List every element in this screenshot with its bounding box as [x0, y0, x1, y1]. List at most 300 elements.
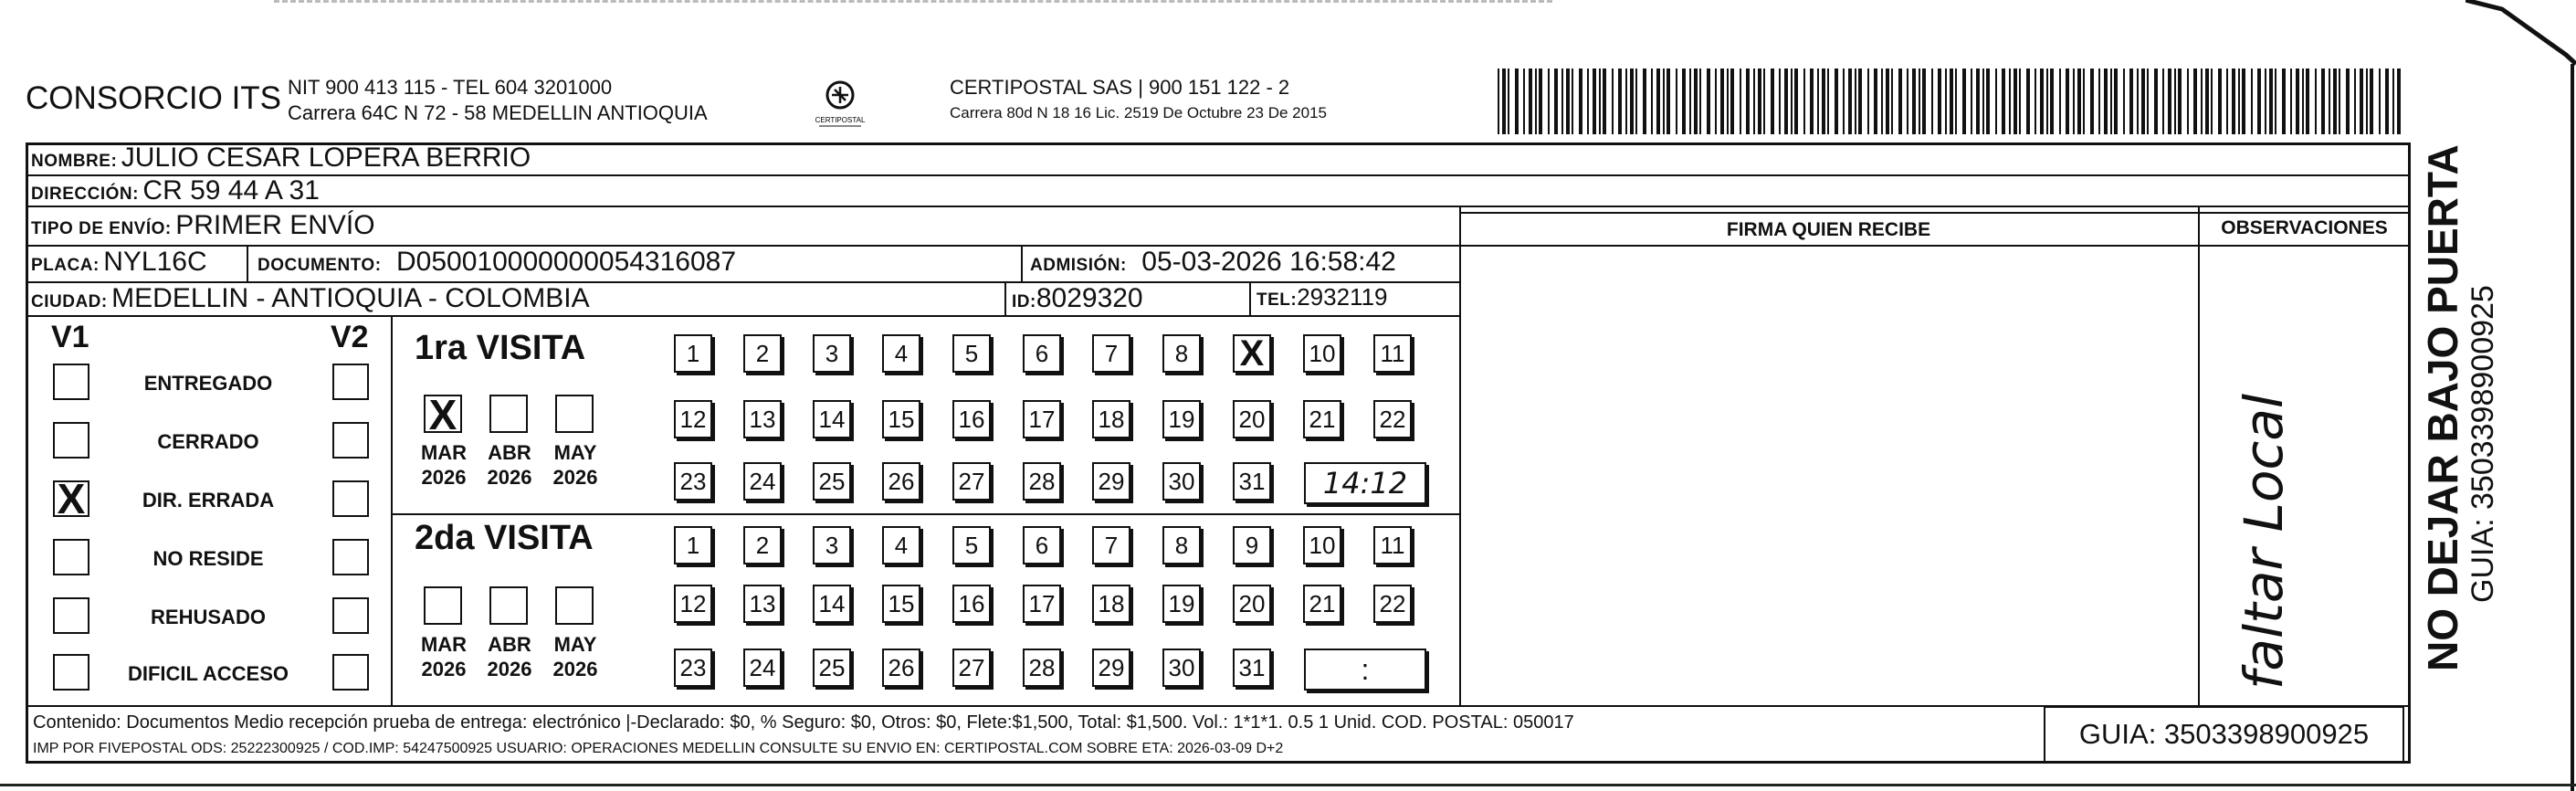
rule — [26, 206, 2411, 207]
check-mark: X — [57, 475, 86, 522]
no-dejar-warning: NO DEJAR BAJO PUERTA — [2419, 144, 2466, 671]
barcode-bar — [2329, 69, 2330, 134]
barcode-bar — [1730, 69, 1734, 134]
day-box[interactable]: 8 — [1162, 526, 1201, 564]
barcode-bar — [1689, 69, 1691, 134]
status-label: DIR. ERRADA — [142, 489, 275, 512]
day-box[interactable]: 27 — [952, 462, 991, 501]
barcode-bar — [1554, 69, 1558, 134]
barcode-bar — [1794, 69, 1798, 134]
guia-number-box: GUIA: 3503398900925 — [2044, 706, 2404, 763]
barcode-bar — [2201, 69, 2203, 134]
barcode-bar — [1995, 69, 1997, 134]
tipo-value: PRIMER ENVÍO — [175, 210, 375, 240]
day-box[interactable]: X — [1233, 334, 1271, 373]
id-field — [1012, 283, 1143, 314]
direccion-label: DIRECCIÓN: — [31, 185, 139, 204]
day-box[interactable]: 4 — [882, 334, 920, 373]
day-box[interactable]: 26 — [882, 462, 920, 501]
barcode-bar — [1912, 69, 1916, 134]
admision-label: ADMISIÓN: — [1030, 256, 1127, 275]
barcode-bar — [1986, 69, 1990, 134]
barcode-bar — [2193, 69, 2197, 134]
month-year: 2026 — [487, 658, 532, 680]
v2-checkbox[interactable] — [332, 539, 369, 575]
day-box[interactable]: 10 — [1303, 526, 1341, 564]
barcode-bar — [1971, 69, 1972, 134]
day-box[interactable]: 3 — [813, 526, 851, 564]
torn-top-edge — [274, 0, 1552, 8]
v1-checkbox[interactable] — [53, 475, 89, 522]
barcode-bar — [1587, 69, 1589, 134]
barcode-bar — [2397, 69, 2401, 134]
day-box[interactable]: 20 — [1233, 400, 1271, 438]
barcode-bar — [2110, 69, 2112, 134]
barcode-bar — [1566, 69, 1570, 134]
day-box[interactable]: 18 — [1092, 585, 1130, 623]
rule — [1459, 212, 2411, 214]
day-box[interactable]: 8 — [1162, 334, 1201, 373]
barcode-bar — [2392, 69, 2394, 134]
barcode-bar — [1950, 69, 1953, 134]
day-box[interactable]: 13 — [743, 400, 782, 438]
barcode-bar — [2168, 69, 2171, 134]
barcode-bar — [1561, 69, 1563, 134]
day-box[interactable]: 23 — [674, 649, 712, 687]
day-box[interactable]: 10 — [1303, 334, 1341, 373]
barcode-bar — [1727, 69, 1729, 134]
barcode-bar — [1848, 69, 1852, 134]
barcode-bar — [2129, 69, 2133, 134]
day-box[interactable]: 15 — [882, 400, 920, 438]
side-guia-number: GUIA: 3503398900925 — [2466, 285, 2500, 603]
v1-checkbox[interactable] — [53, 422, 89, 459]
barcode-bar — [2141, 69, 2145, 134]
v2-checkbox[interactable] — [332, 654, 369, 691]
barcode-bar — [2035, 69, 2036, 134]
barcode-bar — [1976, 69, 1980, 134]
day-box[interactable]: 12 — [674, 400, 712, 438]
barcode-bar — [1791, 69, 1793, 134]
barcode-bar — [1955, 69, 1957, 134]
carrier-license: Carrera 80d N 18 16 Lic. 2519 De Octubre 23 De 2015 — [950, 104, 1327, 121]
barcode-bar — [2046, 69, 2048, 134]
barcode-bar — [2269, 69, 2273, 134]
day-box[interactable]: 29 — [1092, 649, 1130, 687]
barcode-bar — [1635, 69, 1637, 134]
month-name: MAY — [553, 441, 597, 464]
day-box[interactable]: 6 — [1023, 334, 1061, 373]
day-box[interactable]: 4 — [882, 526, 920, 564]
day-box[interactable]: 27 — [952, 649, 991, 687]
certipostal-logo — [808, 73, 872, 137]
month-label — [416, 632, 471, 681]
day-box[interactable]: 25 — [813, 649, 851, 687]
v1-checkbox[interactable] — [53, 364, 89, 400]
content-line: Contenido: Documentos Medio recepción prueba de entrega: electrónico |-Declarado: $0, % Seguro: $0, Otros: $0, Flete:$1,500, Total: $1,500. Vol.: 1*1*1. 0.5 1 Unid. COD. POSTAL: 050017 — [33, 712, 1574, 733]
placa-field — [31, 247, 207, 278]
barcode-bar — [1881, 69, 1883, 134]
v2-checkbox[interactable] — [332, 422, 369, 459]
company-contact — [288, 75, 708, 126]
month-year: 2026 — [552, 658, 598, 680]
day-box[interactable]: 21 — [1303, 400, 1341, 438]
tipo-label: TIPO DE ENVÍO: — [31, 219, 172, 238]
rule — [391, 513, 1459, 515]
month-name: MAR — [420, 441, 468, 464]
ciudad-field — [31, 283, 590, 314]
month-checkbox-may[interactable] — [555, 586, 594, 625]
barcode-bar — [2275, 69, 2276, 134]
barcode-bar — [1618, 69, 1622, 134]
barcode-bar — [1515, 69, 1519, 134]
barcode-bar — [2050, 69, 2054, 134]
day-box[interactable]: 3 — [813, 334, 851, 373]
barcode-bar — [1763, 69, 1765, 134]
barcode-bar — [1699, 69, 1701, 134]
status-label: NO RESIDE — [152, 547, 264, 570]
barcode-bar — [1667, 69, 1670, 134]
month-label — [416, 440, 471, 490]
month-label — [548, 440, 603, 490]
barcode-bar — [1855, 69, 1856, 134]
barcode-bar — [2040, 69, 2044, 134]
barcode-bar — [1803, 69, 1805, 134]
barcode-bar — [1682, 69, 1686, 134]
barcode-bar — [1707, 69, 1710, 134]
barcode-bar — [2090, 69, 2094, 134]
barcode-bar — [1843, 69, 1845, 134]
check-mark: X — [428, 391, 457, 438]
barcode-bar — [1779, 69, 1781, 134]
second-visit-time-box[interactable]: : — [1304, 649, 1426, 691]
tel-value: 2932119 — [1297, 283, 1388, 311]
admision-field — [1030, 247, 1396, 278]
month-label — [482, 632, 537, 681]
day-box[interactable]: 2 — [743, 334, 782, 373]
barcode-bar — [1898, 69, 1902, 134]
day-box[interactable]: 5 — [952, 334, 991, 373]
barcode-bar — [1643, 69, 1646, 134]
v1-heading: V1 — [51, 320, 89, 354]
barcode-bar — [1945, 69, 1947, 134]
barcode-bar — [1817, 69, 1819, 134]
barcode-bar — [2385, 69, 2389, 134]
direccion-field — [31, 175, 320, 206]
barcode-bar — [1523, 69, 1525, 134]
barcode-bar — [2366, 69, 2368, 134]
day-box[interactable]: 14 — [813, 585, 851, 623]
day-box[interactable]: 19 — [1162, 585, 1201, 623]
day-box[interactable]: 26 — [882, 649, 920, 687]
tel-label: TEL: — [1256, 290, 1298, 310]
rule — [26, 315, 1459, 317]
admision-value: 05-03-2026 16:58:42 — [1141, 247, 1396, 277]
address-line: Carrera 64C N 72 - 58 MEDELLIN ANTIOQUIA — [288, 101, 708, 124]
barcode-bar — [1753, 69, 1755, 134]
barcode-bar — [2257, 69, 2261, 134]
barcode-bar — [1810, 69, 1814, 134]
barcode-bar — [1630, 69, 1634, 134]
month-checkbox-mar[interactable] — [424, 391, 462, 438]
status-label: CERRADO — [157, 430, 259, 453]
rule — [1021, 245, 1023, 281]
company-name: CONSORCIO ITS — [26, 80, 282, 116]
placa-value: NYL16C — [103, 247, 207, 277]
day-box[interactable]: 7 — [1092, 334, 1130, 373]
id-label: ID: — [1012, 292, 1036, 311]
day-box[interactable]: 25 — [813, 462, 851, 501]
nombre-label: NOMBRE: — [31, 152, 118, 171]
second-visit-title: 2da VISITA — [415, 519, 594, 557]
barcode-bar — [2238, 69, 2240, 134]
month-checkbox-abr[interactable] — [489, 586, 528, 625]
barcode-bar — [1720, 69, 1724, 134]
documento-value: D050010000000054316087 — [396, 247, 737, 277]
barcode-bar — [2360, 69, 2363, 134]
barcode-bar — [1962, 69, 1966, 134]
day-box[interactable]: 14 — [813, 400, 851, 438]
barcode-bar — [1822, 69, 1825, 134]
day-box[interactable]: 31 — [1233, 649, 1271, 687]
barcode-bar — [1599, 69, 1601, 134]
barcode-bar — [1835, 69, 1838, 134]
barcode-bar — [1867, 69, 1869, 134]
carrier-line: CERTIPOSTAL SAS | 900 151 122 - 2 — [950, 76, 1290, 99]
barcode-bar — [2251, 69, 2253, 134]
month-year: 2026 — [552, 466, 598, 489]
barcode-bar — [1715, 69, 1717, 134]
barcode-bar — [1676, 69, 1677, 134]
barcode-bar — [1740, 69, 1741, 134]
month-year: 2026 — [421, 658, 467, 680]
day-box[interactable]: 19 — [1162, 400, 1201, 438]
rule — [247, 245, 248, 281]
barcode-bar — [2147, 69, 2149, 134]
barcode-bar — [1625, 69, 1627, 134]
barcode-bar — [2315, 69, 2317, 134]
barcode-bar — [1612, 69, 1614, 134]
first-visit-time-box[interactable]: 14:12 — [1304, 462, 1426, 504]
v2-checkbox[interactable] — [332, 480, 369, 517]
barcode-bar — [2114, 69, 2118, 134]
barcode-bar — [1663, 69, 1665, 134]
barcode-bar — [1827, 69, 1829, 134]
barcode-bar — [2019, 69, 2021, 134]
barcode-bar — [2009, 69, 2011, 134]
barcode-bar — [2333, 69, 2337, 134]
month-checkbox-abr[interactable] — [489, 395, 528, 433]
month-checkbox-may[interactable] — [555, 395, 594, 433]
nombre-field — [31, 142, 531, 174]
barcode-bar — [1784, 69, 1788, 134]
day-box[interactable]: 28 — [1023, 649, 1061, 687]
barcode-bar — [2242, 69, 2245, 134]
month-name: ABR — [488, 633, 531, 656]
day-box[interactable]: 30 — [1162, 649, 1201, 687]
day-box[interactable]: 17 — [1023, 585, 1061, 623]
day-box[interactable]: 13 — [743, 585, 782, 623]
barcode-bar — [2066, 69, 2069, 134]
barcode-bar — [1548, 69, 1550, 134]
day-box[interactable]: 30 — [1162, 462, 1201, 501]
day-box[interactable]: 21 — [1303, 585, 1341, 623]
month-name: MAY — [553, 633, 597, 656]
barcode-bar — [2290, 69, 2292, 134]
month-label — [482, 440, 537, 490]
barcode-bar — [1603, 69, 1606, 134]
barcode-bar — [1982, 69, 1984, 134]
first-visit-title: 1ra VISITA — [415, 329, 586, 367]
day-box[interactable]: 31 — [1233, 462, 1271, 501]
day-box[interactable]: 9 — [1233, 526, 1271, 564]
barcode-bar — [2123, 69, 2125, 134]
barcode-bar — [1593, 69, 1596, 134]
ciudad-label: CIUDAD: — [31, 292, 108, 311]
status-label: DIFICIL ACCESO — [127, 662, 289, 685]
barcode-bar — [1874, 69, 1877, 134]
month-name: MAR — [420, 633, 468, 656]
barcode-bar — [1919, 69, 1920, 134]
barcode-bar — [1938, 69, 1941, 134]
barcode-bar — [1572, 69, 1573, 134]
status-label: REHUSADO — [151, 606, 266, 628]
observaciones-heading: OBSERVACIONES — [2221, 217, 2388, 238]
day-box[interactable]: 23 — [674, 462, 712, 501]
month-label — [548, 632, 603, 681]
barcode-bar — [2178, 69, 2182, 134]
barcode-bar — [2174, 69, 2176, 134]
day-box[interactable]: 15 — [882, 585, 920, 623]
barcode-bar — [2354, 69, 2356, 134]
status-label: ENTREGADO — [143, 372, 273, 395]
barcode-bar — [2302, 69, 2304, 134]
day-box[interactable]: 22 — [1373, 400, 1412, 438]
nit-line: NIT 900 413 115 - TEL 604 3201000 — [288, 76, 613, 99]
placa-label: PLACA: — [31, 256, 100, 275]
barcode-bar — [1539, 69, 1542, 134]
barcode-bar — [2205, 69, 2209, 134]
barcode-bar — [1922, 69, 1926, 134]
day-box[interactable]: 22 — [1373, 585, 1412, 623]
barcode-bar — [1931, 69, 1933, 134]
day-box[interactable]: 11 — [1373, 526, 1412, 564]
barcode-bar — [2370, 69, 2373, 134]
day-box[interactable]: 17 — [1023, 400, 1061, 438]
barcode-bar — [1579, 69, 1582, 134]
v2-checkbox[interactable] — [332, 597, 369, 634]
direccion-value: CR 59 44 A 31 — [142, 175, 320, 206]
rule — [2198, 206, 2200, 705]
barcode-bar — [1907, 69, 1908, 134]
barcode-bar — [2232, 69, 2235, 134]
tel-field — [1256, 283, 1388, 311]
day-box[interactable]: 24 — [743, 649, 782, 687]
barcode-bar — [2379, 69, 2381, 134]
barcode-bar — [2073, 69, 2075, 134]
id-value: 8029320 — [1036, 283, 1143, 313]
barcode-bar — [1771, 69, 1774, 134]
day-box[interactable]: 24 — [743, 462, 782, 501]
day-box[interactable]: 18 — [1092, 400, 1130, 438]
tipo-envio-field — [31, 210, 375, 241]
barcode-bar — [2226, 69, 2228, 134]
barcode-bar — [2137, 69, 2139, 134]
day-box[interactable]: 29 — [1092, 462, 1130, 501]
barcode-bar — [1858, 69, 1862, 134]
barcode-bar — [1891, 69, 1893, 134]
day-box[interactable]: 1 — [674, 526, 712, 564]
barcode-bar — [2306, 69, 2309, 134]
month-name: ABR — [488, 441, 531, 464]
barcode-bar — [2059, 69, 2061, 134]
barcode-bar — [1758, 69, 1761, 134]
day-box[interactable]: 12 — [674, 585, 712, 623]
barcode-bar — [2296, 69, 2299, 134]
barcode-bar — [1529, 69, 1532, 134]
day-box[interactable]: 6 — [1023, 526, 1061, 564]
day-box[interactable]: 16 — [952, 585, 991, 623]
barcode-bar — [2104, 69, 2108, 134]
day-box[interactable]: 2 — [743, 526, 782, 564]
barcode-bar — [1508, 69, 1509, 134]
day-box[interactable]: 1 — [674, 334, 712, 373]
barcode-bar — [2098, 69, 2100, 134]
firma-heading: FIRMA QUIEN RECIBE — [1726, 219, 1931, 240]
v2-heading: V2 — [331, 320, 369, 354]
bottom-edge — [0, 784, 2576, 786]
month-year: 2026 — [487, 466, 532, 489]
barcode-bar — [2083, 69, 2085, 134]
rule — [391, 315, 393, 705]
documento-label: DOCUMENTO: — [258, 256, 382, 275]
imp-line: IMP POR FIVEPOSTAL ODS: 25222300925 / COD.IMP: 54247500925 USUARIO: OPERACIONES MEDELLIN CONSULTE SU ENVIO EN: CERTIPOSTAL.COM SOBRE ETA: 2026-03-09 D+2 — [33, 741, 1284, 756]
barcode-bar — [1886, 69, 1889, 134]
barcode-bar — [2339, 69, 2340, 134]
barcode-bar — [2282, 69, 2286, 134]
barcode-bar — [2211, 69, 2213, 134]
month-checkbox-mar[interactable] — [424, 586, 462, 625]
observation-note: faltar Local — [2233, 394, 2295, 690]
day-box[interactable]: 16 — [952, 400, 991, 438]
barcode-bar — [1656, 69, 1660, 134]
v1-checkbox[interactable] — [53, 654, 89, 691]
rule — [1459, 206, 1461, 705]
barcode-bar — [1498, 69, 1499, 134]
day-box[interactable]: 11 — [1373, 334, 1412, 373]
barcode-bar — [2346, 69, 2350, 134]
barcode-bar — [1694, 69, 1698, 134]
day-box[interactable]: 20 — [1233, 585, 1271, 623]
barcode-bar — [2162, 69, 2164, 134]
barcode-bar — [2154, 69, 2158, 134]
v1-checkbox[interactable] — [53, 539, 89, 575]
day-box[interactable]: 7 — [1092, 526, 1130, 564]
barcode-bar — [2265, 69, 2266, 134]
day-box[interactable]: 28 — [1023, 462, 1061, 501]
rule — [26, 174, 2411, 176]
day-box[interactable]: 5 — [952, 526, 991, 564]
ciudad-value: MEDELLIN - ANTIOQUIA - COLOMBIA — [111, 283, 590, 313]
v2-checkbox[interactable] — [332, 364, 369, 400]
carrier-info — [950, 75, 1327, 126]
v1-checkbox[interactable] — [53, 597, 89, 634]
documento-field — [258, 247, 736, 278]
barcode-bar — [2026, 69, 2030, 134]
barcode-bar — [1535, 69, 1537, 134]
barcode-bar — [2002, 69, 2005, 134]
barcode-bar — [1502, 69, 1506, 134]
